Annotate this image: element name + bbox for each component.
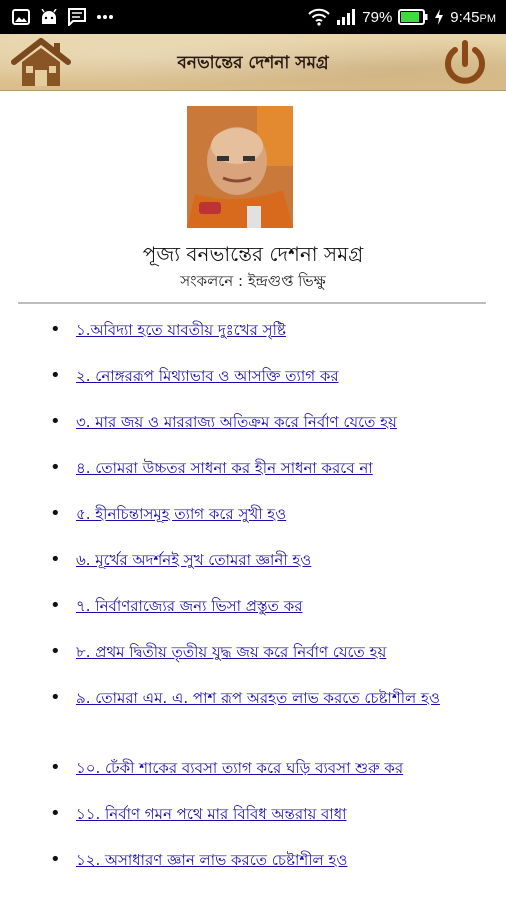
clock-time: 9:45 (450, 8, 480, 26)
power-button[interactable] (440, 38, 490, 88)
clock-ampm: PM (479, 12, 496, 25)
sermon-link[interactable]: ৩. মার জয় ও মাররাজ্য অতিক্রম করে নির্বাণ যেতে হয় (76, 413, 397, 431)
sermon-link[interactable]: ১১. নির্বাণ গমন পথে মার বিবিধ অন্তরায় বাধা (76, 805, 347, 823)
list-item (0, 594, 506, 618)
battery-percent: 79% (362, 8, 393, 26)
sermon-link[interactable]: ৫. হীনচিন্তাসমূহ ত্যাগ করে সুখী হও (76, 505, 287, 523)
power-icon (440, 38, 490, 88)
sermon-link[interactable]: ৬. মূর্খের অদর্শনই সুখ তোমরা জ্ঞানী হও (76, 551, 312, 569)
sermon-link[interactable]: ৪. তোমরা উচ্চতর সাধনা কর হীন সাধনা করবে না (76, 459, 373, 477)
status-bar-right (308, 8, 496, 26)
sermon-link[interactable]: ১০. ঢেঁকী শাকের ব্যবসা ত্যাগ করে ঘড়ি ব্যবসা শুরু কর (76, 759, 404, 777)
app-title: বনভান্তের দেশনা সমগ্র (177, 53, 329, 73)
app-bar (0, 34, 506, 91)
sermon-list (0, 318, 506, 872)
sermon-link[interactable]: ৯. তোমরা এম. এ. পাশ রূপ অরহত লাভ করতে চেষ্টাশীল হও (76, 689, 440, 707)
more-icon (96, 14, 114, 20)
list-item (0, 318, 506, 342)
monk-portrait (187, 106, 293, 228)
page-title: পূজ্য বনভান্তের দেশনা সমগ্র (142, 242, 364, 266)
charging-icon (434, 9, 444, 25)
list-item (0, 640, 506, 664)
status-bar-left (12, 8, 114, 26)
battery-icon (398, 9, 428, 25)
sermon-link[interactable]: ৮. প্রথম দ্বিতীয় তৃতীয় যুদ্ধ জয় করে নির্বাণ যেতে হয় (76, 643, 387, 661)
android-icon (40, 9, 58, 25)
clock (450, 9, 496, 26)
list-item (0, 548, 506, 572)
list-item (0, 410, 506, 434)
sermon-link[interactable]: ২. নোঙ্গররূপ মিথ্যাভাব ও আসক্তি ত্যাগ কর (76, 367, 339, 385)
sermon-link[interactable]: ১.অবিদ্যা হতে যাবতীয় দুঃখের সৃষ্টি (76, 321, 286, 339)
sermon-link[interactable]: ১২. অসাধারণ জ্ঞান লাভ করতে চেষ্টাশীল হও (76, 851, 348, 869)
list-item (0, 802, 506, 826)
content (0, 90, 506, 900)
compiler-credit: সংকলনে : ইন্দ্রগুপ্ত ভিক্ষু (180, 272, 326, 290)
message-icon (68, 8, 86, 26)
image-icon (12, 9, 30, 25)
list-item (0, 686, 506, 734)
list-item (0, 364, 506, 388)
list-item (0, 756, 506, 780)
list-item (0, 502, 506, 526)
divider (18, 302, 486, 304)
wifi-icon (308, 8, 330, 26)
sermon-link[interactable]: ৭. নির্বাণরাজ্যের জন্য ভিসা প্রস্তুত কর (76, 597, 303, 615)
signal-icon (336, 9, 356, 25)
list-item (0, 456, 506, 480)
status-bar (0, 0, 506, 34)
list-item (0, 848, 506, 872)
